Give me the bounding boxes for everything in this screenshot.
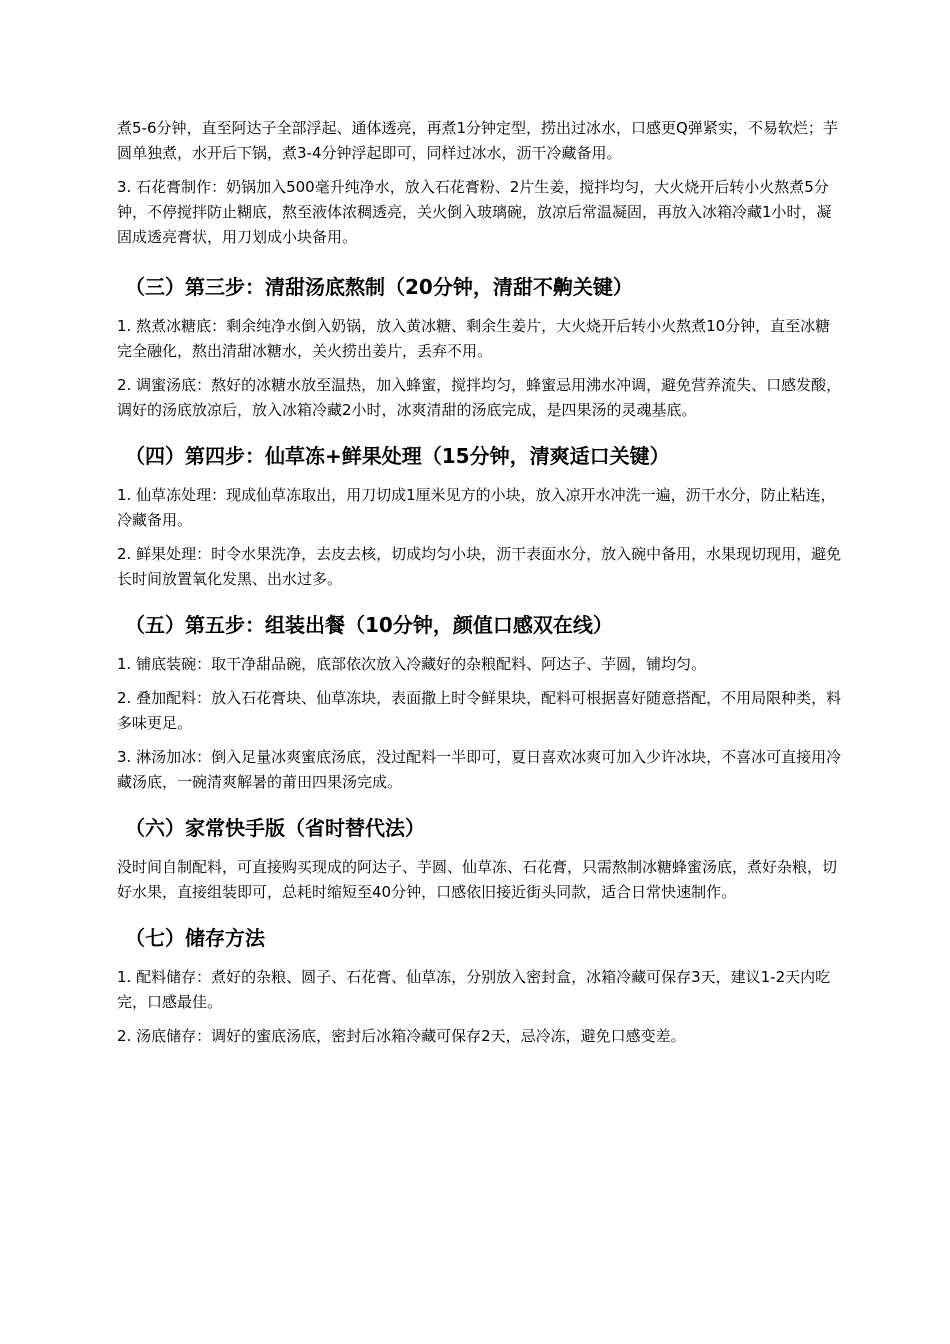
section-heading: （七）储存方法 (125, 926, 265, 950)
paragraph: 1. 仙草冻处理：现成仙草冻取出，用刀切成1厘米见方的小块，放入凉开水冲洗一遍，沥干水分，防止粘连，冷藏备用。 (117, 486, 836, 529)
section-heading: （六）家常快手版（省时替代法） (125, 816, 425, 840)
paragraph: 2. 鲜果处理：时令水果洗净，去皮去核，切成均匀小块，沥干表面水分，放入碗中备用，水果现切现用，避免长时间放置氧化发黑、出水过多。 (117, 545, 842, 588)
section-heading: （三）第三步：清甜汤底熬制（20分钟，清甜不齁关键） (125, 275, 633, 299)
paragraph: 煮5-6分钟，直至阿达子全部浮起、通体透亮，再煮1分钟定型，捞出过冰水，口感更Q弹紧实，不易软烂；芋圆单独煮，水开后下锅，煮3-4分钟浮起即可，同样过冰水，沥干冷藏备用。 (117, 119, 838, 162)
section-heading: （四）第四步：仙草冻+鲜果处理（15分钟，清爽适口关键） (125, 444, 670, 468)
section-heading: （五）第五步：组装出餐（10分钟，颜值口感双在线） (125, 613, 613, 637)
document-body (117, 116, 845, 1058)
paragraph: 3. 淋汤加冰：倒入足量冰爽蜜底汤底，没过配料一半即可，夏日喜欢冰爽可加入少许冰块，不喜冰可直接用冷藏汤底，一碗清爽解暑的莆田四果汤完成。 (117, 748, 842, 791)
paragraph: 1. 铺底装碗：取干净甜品碗，底部依次放入冷藏好的杂粮配料、阿达子、芋圆，铺均匀。 (117, 655, 707, 673)
paragraph: 2. 汤底储存：调好的蜜底汤底，密封后冰箱冷藏可保存2天，忌冷冻，避免口感变差。 (117, 1027, 686, 1045)
paragraph: 1. 配料储存：煮好的杂粮、圆子、石花膏、仙草冻，分别放入密封盒，冰箱冷藏可保存3天，建议1-2天内吃完，口感最佳。 (117, 968, 831, 1011)
paragraph: 1. 熬煮冰糖底：剩余纯净水倒入奶锅，放入黄冰糖、剩余生姜片，大火烧开后转小火熬煮10分钟，直至冰糖完全融化，熬出清甜冰糖水，关火捞出姜片，丢弃不用。 (117, 317, 831, 360)
paragraph: 3. 石花膏制作：奶锅加入500毫升纯净水，放入石花膏粉、2片生姜，搅拌均匀，大火烧开后转小火熬煮5分钟，不停搅拌防止糊底，熬至液体浓稠透亮，关火倒入玻璃碗，放凉后常温凝固，再放入冰箱冷藏1小时，凝固成透亮膏状，用刀划成小块备用。 (117, 178, 832, 246)
paragraph: 没时间自制配料，可直接购买现成的阿达子、芋圆、仙草冻、石花膏，只需熬制冰糖蜂蜜汤底，煮好杂粮，切好水果，直接组装即可，总耗时缩短至40分钟，口感依旧接近街头同款，适合日常快速制作。 (117, 858, 838, 901)
paragraph: 2. 叠加配料：放入石花膏块、仙草冻块，表面撒上时令鲜果块，配料可根据喜好随意搭配，不用局限种类，料多味更足。 (117, 689, 842, 732)
paragraph: 2. 调蜜汤底：熬好的冰糖水放至温热，加入蜂蜜，搅拌均匀，蜂蜜忌用沸水冲调，避免营养流失、口感发酸，调好的汤底放凉后，放入冰箱冷藏2小时，冰爽清甜的汤底完成，是四果汤的灵魂基底。 (117, 376, 842, 419)
